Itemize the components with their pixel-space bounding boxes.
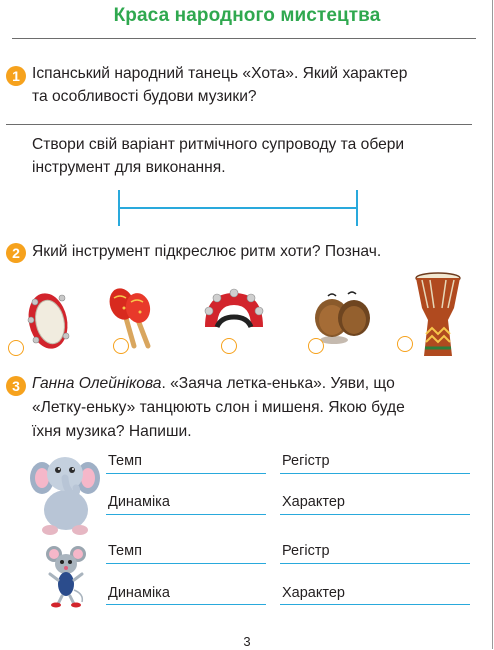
elephant-register-label: Регістр — [282, 453, 330, 469]
mouse-tempo-label: Темп — [108, 543, 142, 559]
task-number-1: 1 — [6, 66, 26, 86]
task1-subtask-line1: Створи свій варіант ритмічного супроводу та обери — [32, 136, 405, 153]
page-title: Краса народного мистецтва — [113, 5, 381, 26]
instrument-checkbox-bells[interactable] — [221, 338, 237, 354]
header-divider — [12, 38, 476, 39]
task2-question: Який інструмент підкреслює ритм хоти? Познач. — [32, 243, 382, 260]
instrument-checkbox-drum[interactable] — [397, 336, 413, 352]
elephant-character-label: Характер — [282, 494, 345, 510]
elephant-dynamics-line[interactable] — [106, 514, 266, 515]
mouse-dynamics-line[interactable] — [106, 604, 266, 605]
mouse-register-line[interactable] — [280, 563, 470, 564]
elephant-dynamics-label: Динаміка — [108, 494, 170, 510]
task1-question-line2: та особливості будови музики? — [32, 88, 257, 105]
maracas-icon — [104, 284, 160, 352]
elephant-register-line[interactable] — [280, 473, 470, 474]
tambourine-icon — [22, 288, 74, 354]
song-title: . «Заяча летка-енька». Уяви, що — [161, 375, 395, 392]
instrument-checkbox-maracas[interactable] — [113, 338, 129, 354]
elephant-character-line[interactable] — [280, 514, 470, 515]
task3-question-line2: «Летку-еньку» танцюють слон і мишеня. Якою буде — [32, 399, 405, 416]
task1-subtask-line2: інструмент для виконання. — [32, 159, 226, 176]
bells-icon — [199, 287, 269, 341]
djembe-drum-icon — [412, 272, 464, 360]
mouse-dynamics-label: Динаміка — [108, 585, 170, 601]
task3-question-line1 — [32, 372, 395, 395]
task-number-2: 2 — [6, 243, 26, 263]
task3-question-line3: їхня музика? Напиши. — [32, 423, 192, 440]
instrument-checkbox-castanets[interactable] — [308, 338, 324, 354]
page-number: 3 — [243, 634, 251, 649]
instrument-checkbox-tambourine[interactable] — [8, 340, 24, 356]
mouse-register-label: Регістр — [282, 543, 330, 559]
elephant-tempo-label: Темп — [108, 453, 142, 469]
rhythm-line[interactable] — [118, 190, 358, 226]
author-name: Ганна Олейнікова — [32, 375, 162, 392]
mouse-character-line[interactable] — [280, 604, 470, 605]
elephant-tempo-line[interactable] — [106, 473, 266, 474]
elephant-icon — [28, 448, 102, 536]
mouse-icon — [44, 544, 88, 608]
task-number-3: 3 — [6, 376, 26, 396]
mouse-character-label: Характер — [282, 585, 345, 601]
mouse-tempo-line[interactable] — [106, 563, 266, 564]
page-header — [0, 0, 494, 40]
task1-question-line1: Іспанський народний танець «Хота». Який характер — [32, 65, 408, 82]
answer-line — [6, 124, 472, 125]
